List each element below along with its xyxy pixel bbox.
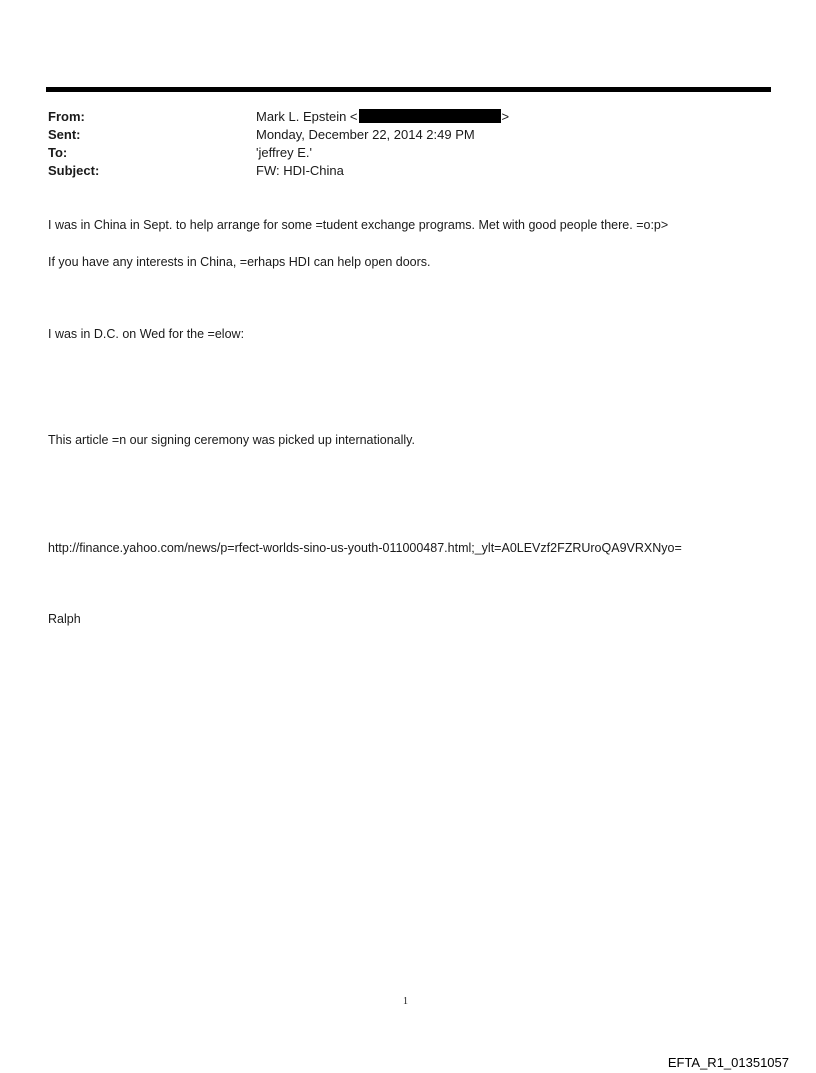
body-paragraph-3: I was in D.C. on Wed for the =elow: (48, 327, 245, 341)
to-label: To: (48, 145, 68, 160)
from-value (256, 108, 509, 126)
page-number: 1 (403, 996, 408, 1007)
body-paragraph-4: This article =n our signing ceremony was picked up internationally. (48, 433, 415, 447)
signature: Ralph (48, 612, 81, 626)
to-value: 'jeffrey E.' (256, 145, 313, 160)
article-link[interactable]: http://finance.yahoo.com/news/p=rfect-worlds-sino-us-youth-011000487.html;_ylt=A0LEVzf2FZRUroQA9VRXNyo= (48, 541, 682, 555)
document-id: EFTA_R1_01351057 (667, 1055, 789, 1070)
body-paragraph-2: If you have any interests in China, =erhaps HDI can help open doors. (48, 255, 431, 269)
body-paragraph-1: I was in China in Sept. to help arrange for some =tudent exchange programs. Met with good people there. =o:p> (48, 218, 669, 232)
subject-label: Subject: (48, 163, 100, 178)
subject-value: FW: HDI-China (256, 163, 344, 178)
sent-label: Sent: (48, 127, 81, 142)
sent-value: Monday, December 22, 2014 2:49 PM (256, 127, 475, 142)
from-name: Mark L. Epstein < (256, 109, 358, 124)
from-close-bracket: > (501, 109, 510, 124)
redacted-email-block (359, 109, 501, 123)
from-label: From: (48, 109, 85, 124)
header-divider-rule (46, 87, 771, 92)
